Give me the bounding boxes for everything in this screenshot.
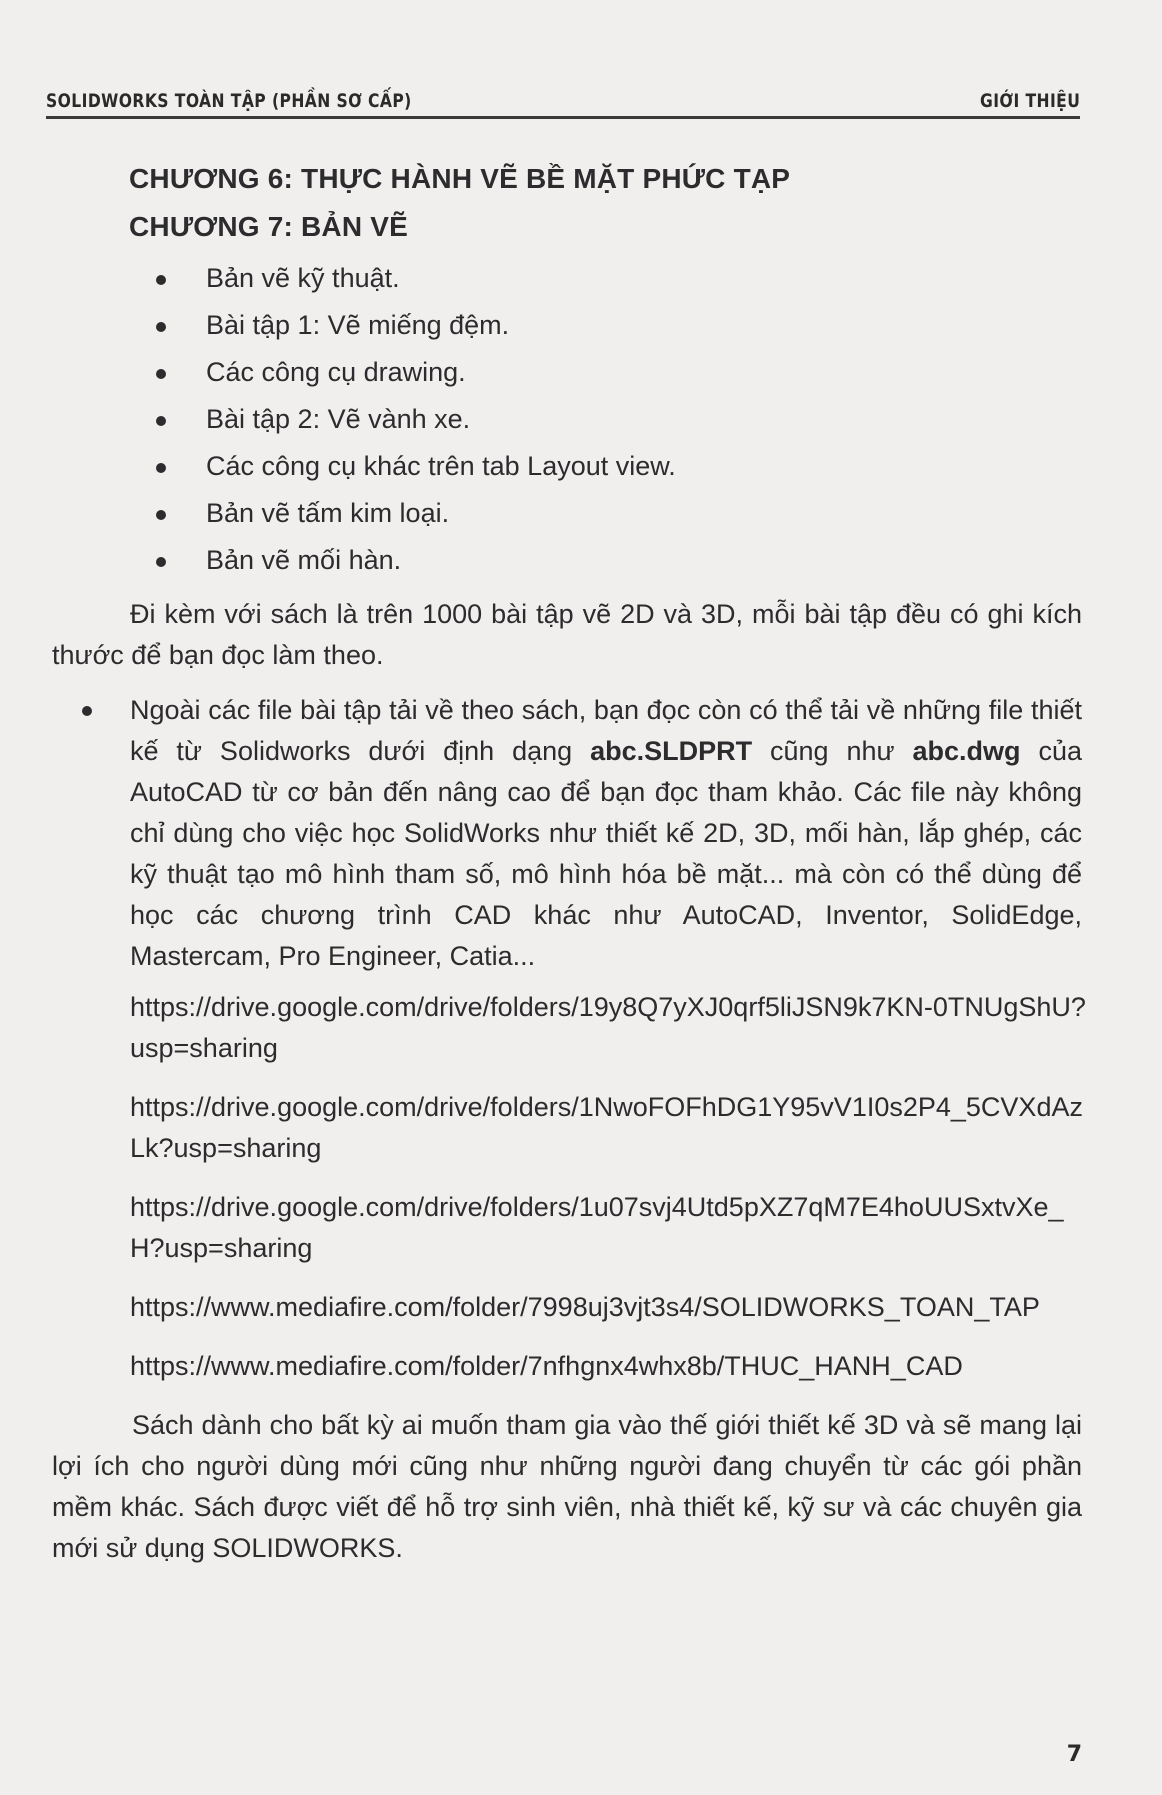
list-item: Bản vẽ tấm kim loại. [156, 490, 1082, 537]
download-link[interactable]: https://drive.google.com/drive/folders/1NwoFOFhDG1Y95vV1I0s2P4_5CVXdAzLk?usp=sharing [130, 1092, 1083, 1163]
dwg-format: abc.dwg [912, 736, 1021, 766]
bullet-icon [156, 322, 166, 332]
download-link[interactable]: https://drive.google.com/drive/folders/19y8Q7yXJ0qrf5liJSN9k7KN-0TNUgShU?usp=sharing [130, 992, 1086, 1063]
exercises-paragraph: Đi kèm với sách là trên 1000 bài tập vẽ 2D và 3D, mỗi bài tập đều có ghi kích thước để bạn đọc làm theo. [52, 599, 1082, 670]
bullet-icon [156, 557, 166, 567]
bullet-icon [82, 706, 92, 716]
bullet-icon [156, 510, 166, 520]
page-number: 7 [1066, 1742, 1082, 1767]
page-content [52, 155, 1086, 1569]
bullet-icon [156, 275, 166, 285]
download-link[interactable]: https://www.mediafire.com/folder/7998uj3vjt3s4/SOLIDWORKS_TOAN_TAP [130, 1292, 1040, 1322]
header-section-title: GIỚI THIỆU [979, 90, 1080, 112]
header-book-title: SOLIDWORKS TOÀN TẬP (PHẦN SƠ CẤP) [46, 90, 412, 112]
chapter-7-heading: CHƯƠNG 7: BẢN VẼ [129, 211, 409, 242]
download-links [130, 987, 1086, 1387]
downloads-bullet-paragraph: Ngoài các file bài tập tải về theo sách, bạn đọc còn có thể tải về những file thiết kế từ Solidworks dưới định dạng abc.SLDPRT cũng như abc.dwg của AutoCAD từ cơ bản đến nâng cao để bạn đọc tham khảo. Các file này không chỉ dùng cho việc học SolidWorks như thiết kế 2D, 3D, mối hàn, lắp ghép, các kỹ thuật tạo mô hình tham số, mô hình hóa bề mặt... mà còn có thể dùng để học các chương trình CAD khác như AutoCAD, Inventor, SolidEdge, Mastercam, Pro Engineer, Catia... [52, 690, 1082, 977]
list-item: Bài tập 2: Vẽ vành xe. [156, 396, 1082, 443]
chapter-6-heading: CHƯƠNG 6: THỰC HÀNH VẼ BỀ MẶT PHỨC TẠP [129, 163, 791, 194]
download-link[interactable]: https://www.mediafire.com/folder/7nfhgnx4whx8b/THUC_HANH_CAD [130, 1351, 963, 1381]
list-item: Bản vẽ kỹ thuật. [156, 255, 1082, 302]
download-link[interactable]: https://drive.google.com/drive/folders/1u07svj4Utd5pXZ7qM7E4hoUUSxtvXe_H?usp=sharing [130, 1192, 1064, 1263]
chapter-7-list [156, 255, 1082, 584]
bullet-icon [156, 416, 166, 426]
running-header [46, 82, 1080, 119]
audience-paragraph: Sách dành cho bất kỳ ai muốn tham gia vào thế giới thiết kế 3D và sẽ mang lại lợi ích cho người dùng mới cũng như những người đang chuyển từ các gói phần mềm khác. Sách được viết để hỗ trợ sinh viên, nhà thiết kế, kỹ sư và các chuyên gia mới sử dụng SOLIDWORKS. [52, 1410, 1082, 1563]
sldprt-format: abc.SLDPRT [590, 736, 753, 766]
bullet-icon [156, 369, 166, 379]
list-item: Các công cụ drawing. [156, 349, 1082, 396]
list-item: Bản vẽ mối hàn. [156, 537, 1082, 584]
list-item: Bài tập 1: Vẽ miếng đệm. [156, 302, 1082, 349]
bullet-icon [156, 463, 166, 473]
list-item: Các công cụ khác trên tab Layout view. [156, 443, 1082, 490]
